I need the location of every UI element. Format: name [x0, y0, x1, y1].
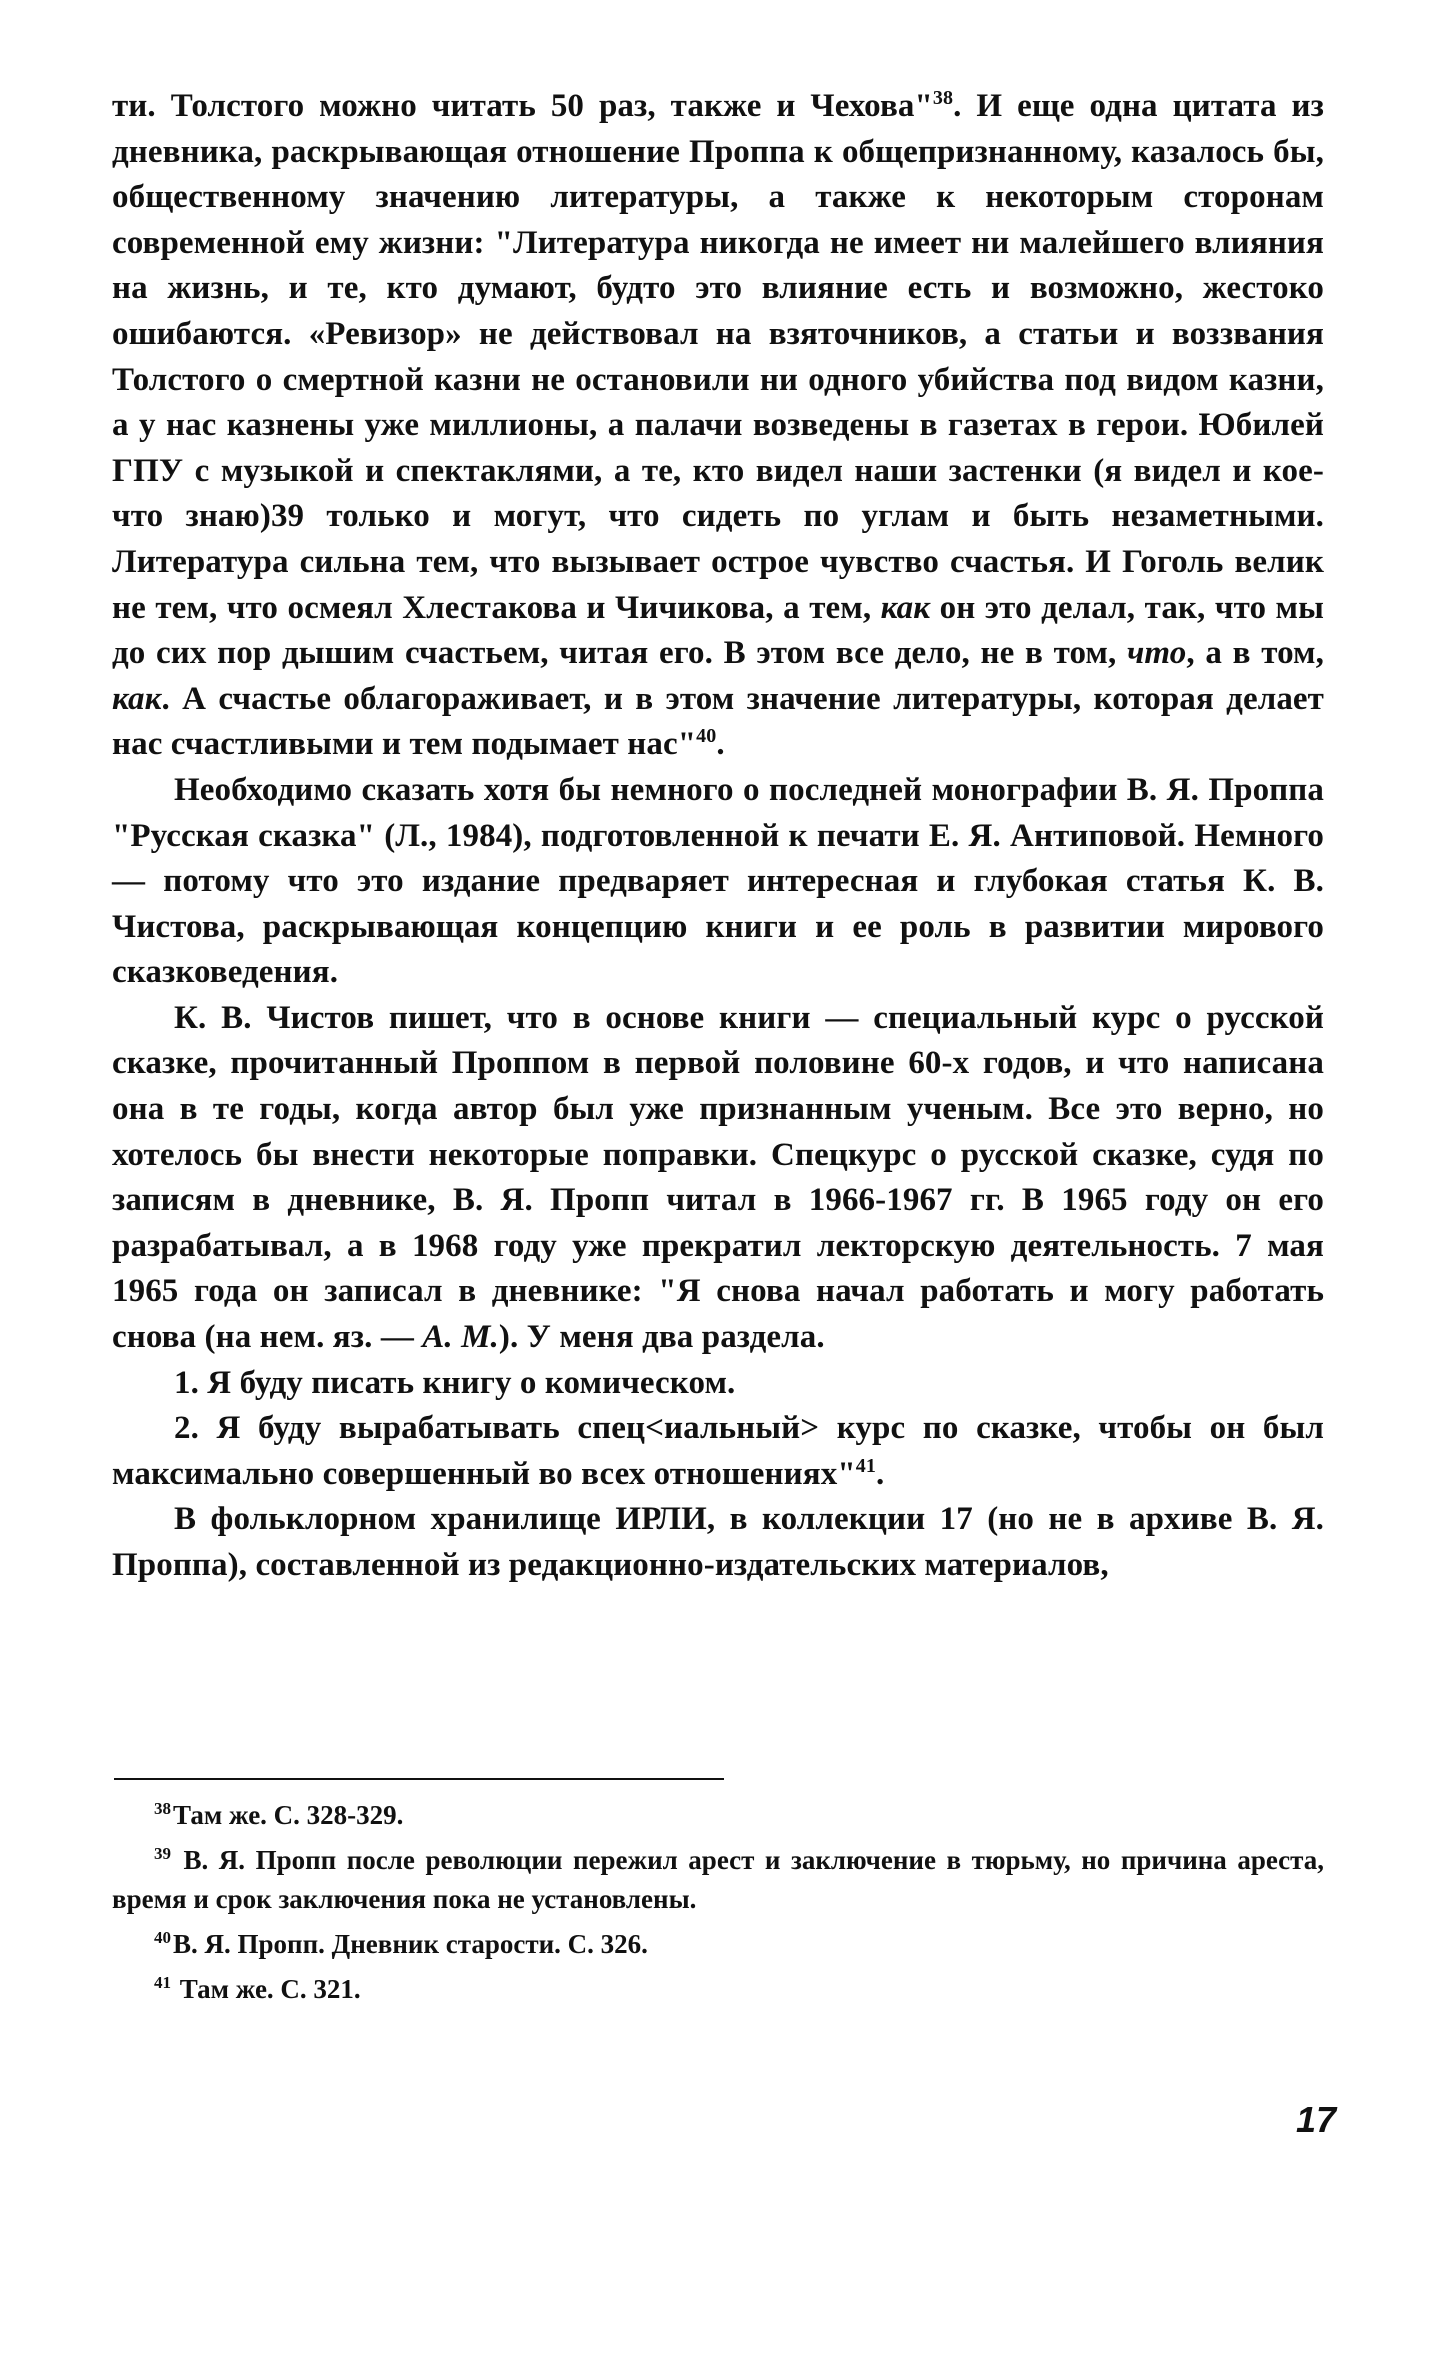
footnotes — [112, 1796, 1324, 2015]
footnote-ref: 38 — [932, 87, 954, 109]
italic-text: как — [880, 589, 931, 626]
text-run: 2. Я буду вырабатывать спец<иальный> курс по сказке, чтобы он был максимально совершенный во всех отношениях" — [112, 1410, 1324, 1492]
italic-text: А. М. — [422, 1319, 499, 1356]
footnote — [112, 1841, 1324, 1919]
paragraph — [112, 84, 1324, 768]
text-run: . И еще одна цитата из дневника, раскрывающая отношение Проппа к общепризнанному, казалось бы, общественному значению литературы, а также к некоторым сторонам современной ему жизни: "Литература никогда не имеет ни малейшего влияния на жизнь, и те, кто думают, будто это влияние есть и возможно, жестоко ошибаются. «Ревизор» не действовал на взяточников, а статьи и воззвания Толстого о смертной казни не остановили ни одного убийства под видом казни, а у нас казнены уже миллионы, а палачи возведены в газетах в герои. Юбилей ГПУ с музыкой и спектаклями, а те, кто видел наши застенки (я видел и кое-что знаю)39 только и могут, что сидеть по углам и быть незаметными. Литература сильна тем, что вызывает острое чувство счастья. И Гоголь велик не тем, что осмеял Хлестакова и Чичикова, а тем, — [112, 88, 1325, 626]
footnote-number: 39 — [154, 1844, 171, 1863]
footnote-ref: 41 — [855, 1454, 876, 1477]
text-run: К. В. Чистов пишет, что в основе книги — специальный курс о русской сказке, прочитанный Проппом в первой половине 60-х годов, и что написана она в те годы, когда автор был уже признанным ученым. Все это верно, но хотелось бы внести некоторые поправки. Спецкурс о русской сказке, судя по записям в дневнике, В. Я. Пропп читал в 1966-1967 гг. В 1965 году он его разрабатывал, а в 1968 году уже прекратил лекторскую деятельность. 7 мая 1965 года он записал в дневнике: "Я снова начал работать и могу работать снова (на нем. яз. — — [112, 999, 1324, 1356]
paragraph — [112, 1406, 1324, 1497]
footnote-separator — [114, 1778, 724, 1780]
footnote-text: Там же. С. 328-329. — [173, 1800, 404, 1830]
text-run: 1. Я буду писать книгу о комическом. — [174, 1364, 736, 1401]
footnote-text: В. Я. Пропп. Дневник старости. С. 326. — [173, 1929, 648, 1959]
footnote-text: Там же. С. 321. — [173, 1974, 361, 2004]
paragraph — [112, 1361, 1324, 1407]
text-run: . — [716, 726, 725, 763]
text-run: он это делал, так, что мы до сих пор дышим счастьем, читая его. В этом все дело, не в том, — [112, 589, 1324, 672]
main-text — [112, 84, 1324, 1589]
text-run: . А счастье облагораживает, и в этом значение литературы, которая делает нас счастливыми и тем подымает нас" — [112, 680, 1324, 763]
italic-text: как — [112, 680, 162, 717]
footnote — [112, 1925, 1324, 1964]
footnote-ref: 40 — [696, 725, 717, 748]
text-run: , а в том, — [1186, 635, 1324, 672]
text-run: Необходимо сказать хотя бы немного о последней монографии В. Я. Проппа "Русская сказка" (Л., 1984), подготовленной к печати Е. Я. Антиповой. Немного — потому что это издание предваряет интересная и глубокая статья К. В. Чистова, раскрывающая концепцию книги и ее роль в развитии мирового сказковедения. — [112, 771, 1324, 991]
text-run: ти. Толстого можно читать 50 раз, также и Чехова" — [112, 88, 933, 124]
text-run: В фольклорном хранилище ИРЛИ, в коллекции 17 (но не в архиве В. Я. Проппа), составленной из редакционно-издательских материалов, — [112, 1501, 1324, 1583]
footnote-number: 41 — [154, 1973, 171, 1992]
footnote — [112, 1796, 1324, 1835]
footnote-number: 38 — [154, 1799, 171, 1818]
footnote-text: В. Я. Пропп после революции пережил арест и заключение в тюрьму, но причина ареста, время и срок заключения пока не установлены. — [112, 1845, 1324, 1914]
text-run: ). У меня два раздела. — [498, 1319, 825, 1356]
paragraph — [112, 768, 1324, 996]
footnote-number: 40 — [154, 1928, 171, 1947]
footnote — [112, 1970, 1324, 2009]
paragraph — [112, 996, 1324, 1361]
page-number: 17 — [1295, 2099, 1336, 2140]
paragraph — [112, 1497, 1324, 1588]
italic-text: что — [1127, 635, 1187, 672]
text-run: . — [875, 1455, 885, 1492]
